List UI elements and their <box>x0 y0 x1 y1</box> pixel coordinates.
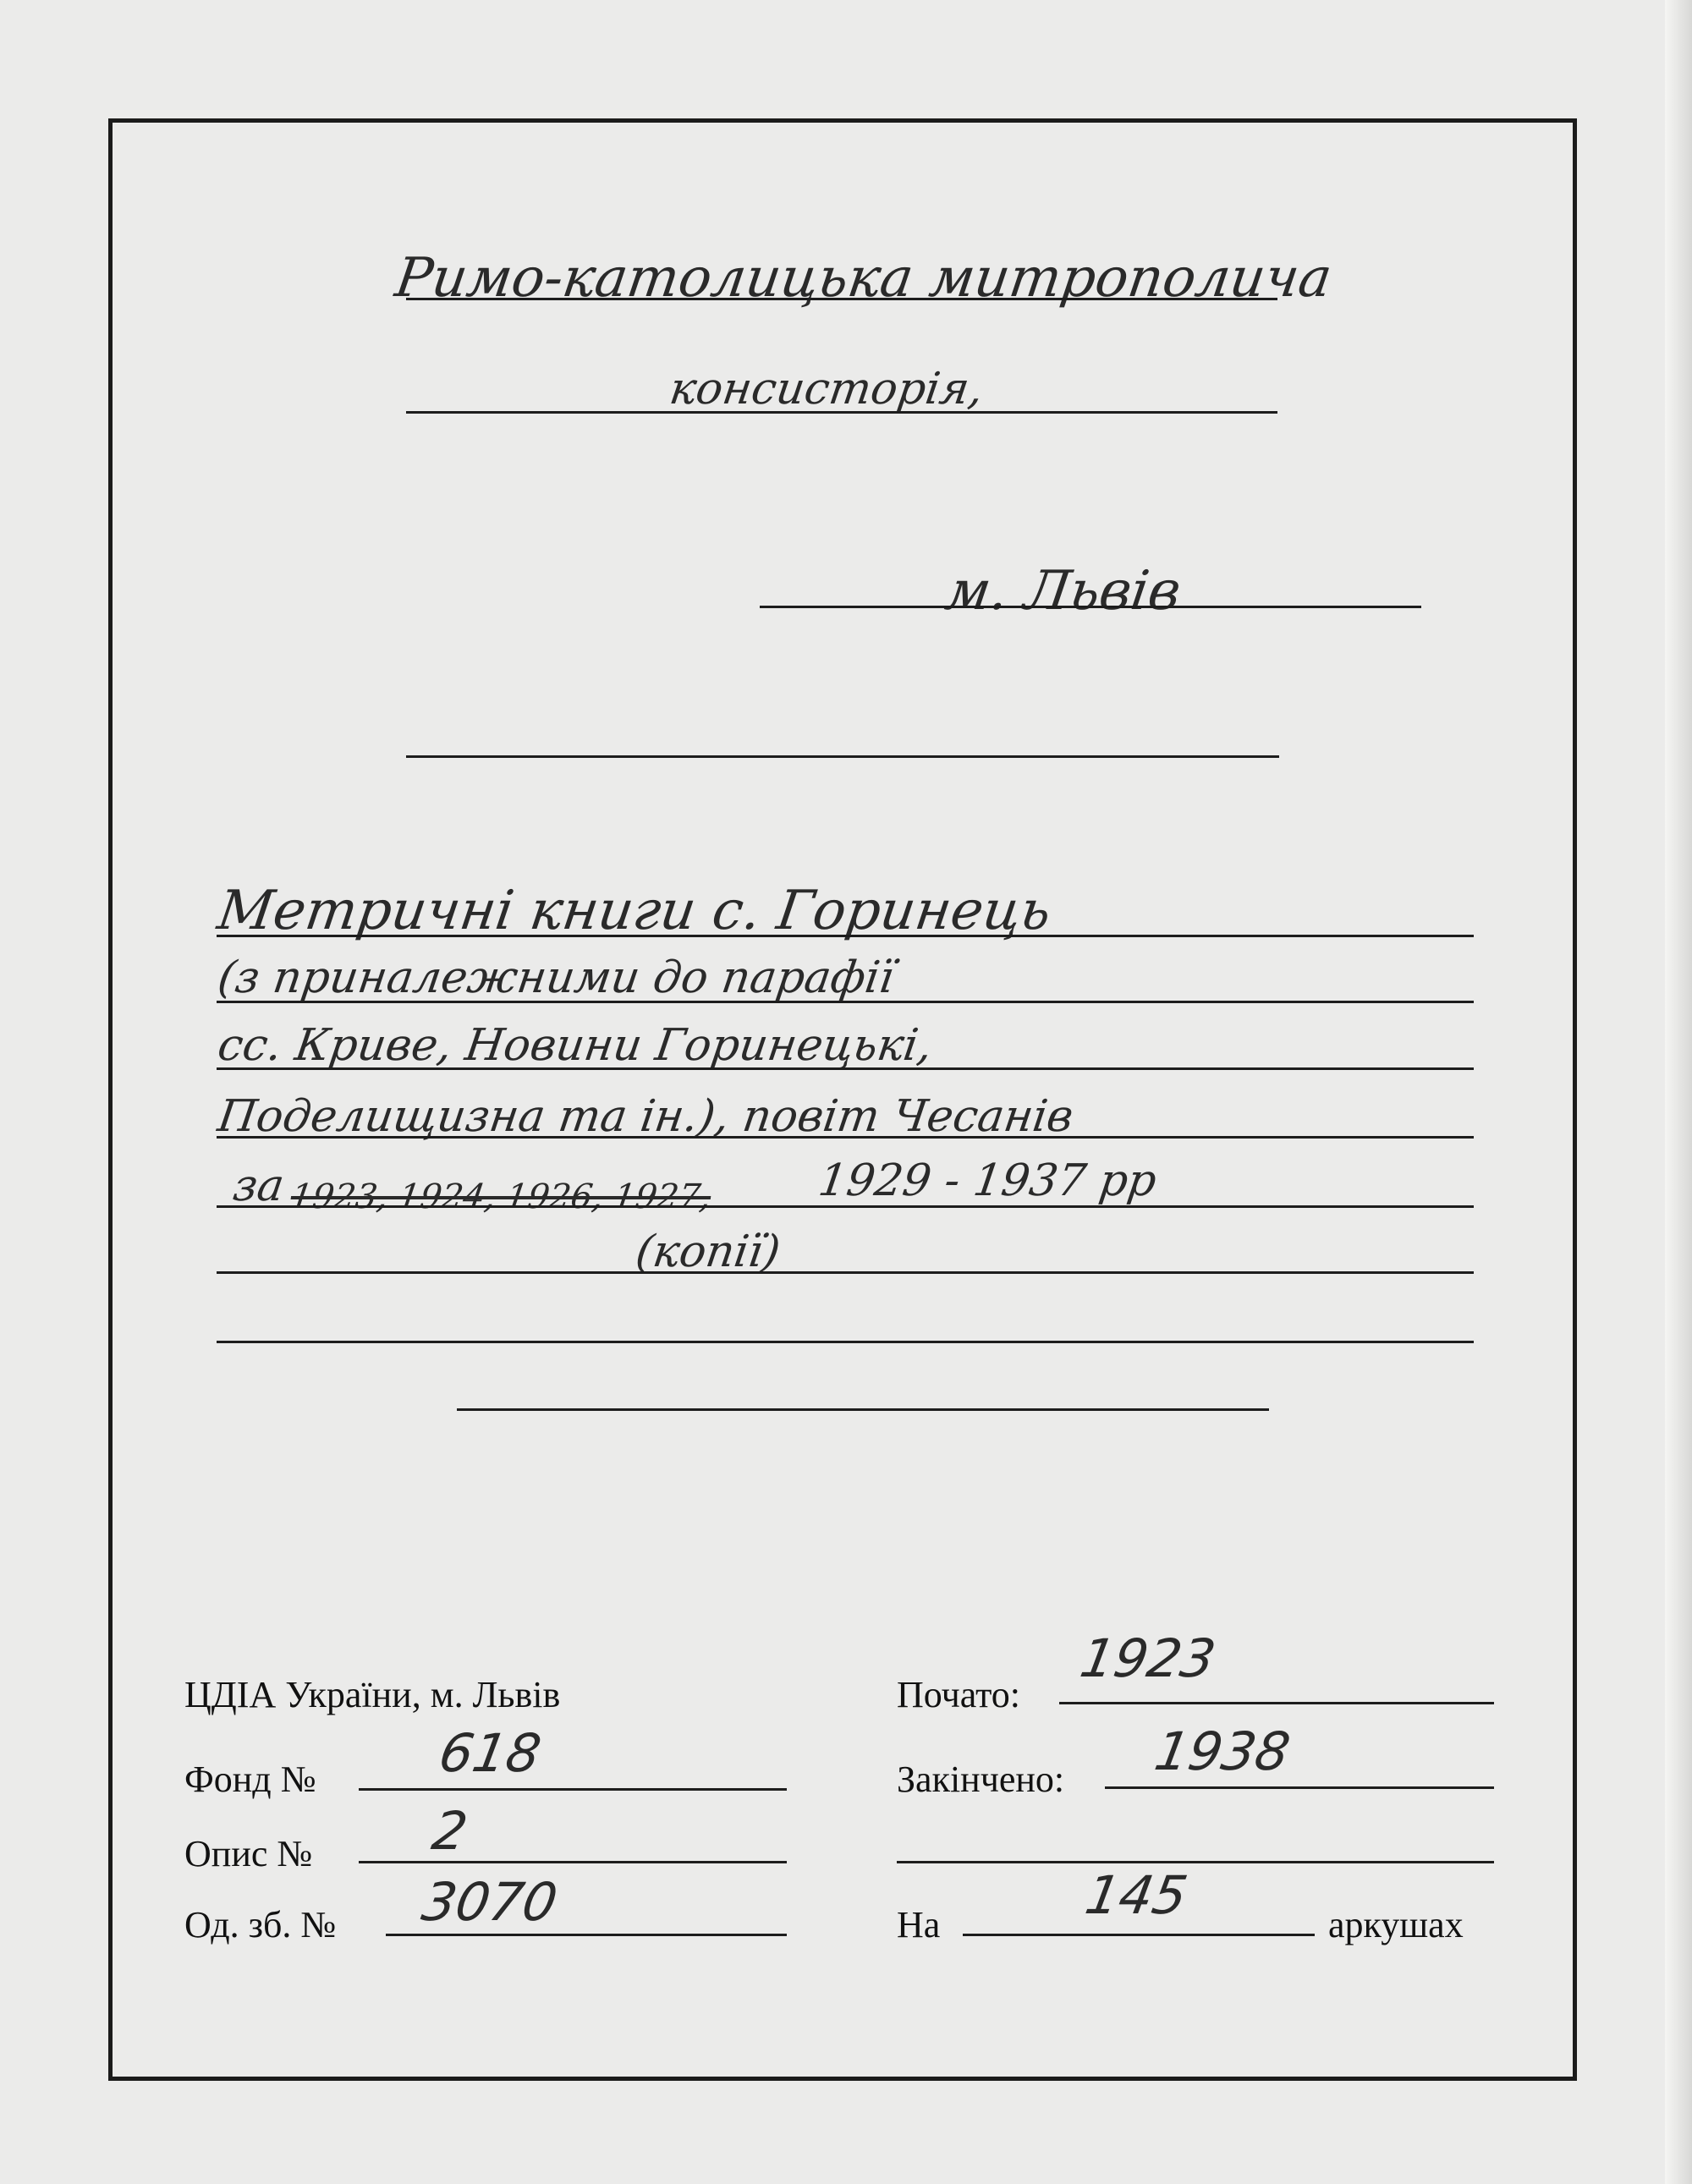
started-rule <box>1059 1702 1494 1704</box>
fonds-creator-line-1: Римо-католицька митрополича <box>391 247 1336 310</box>
city-name: м. Львів <box>941 560 1185 623</box>
opys-label: Опис № <box>184 1833 313 1874</box>
underline-3 <box>760 606 1421 608</box>
description-line-3: сс. Криве, Новини Горинецькі, <box>214 1020 936 1071</box>
od-zb-value: 3070 <box>417 1871 563 1933</box>
sheets-label: аркушах <box>1328 1904 1464 1945</box>
od-zb-label: Од. зб. № <box>184 1904 337 1945</box>
started-label: Почато: <box>897 1674 1021 1715</box>
opys-value: 2 <box>427 1800 472 1862</box>
description-copies-note: (копії) <box>632 1226 783 1277</box>
finished-label: Закінчено: <box>897 1759 1065 1800</box>
sheets-value: 145 <box>1080 1864 1192 1926</box>
description-year-range: 1929 - 1937 рр <box>815 1155 1160 1206</box>
description-rule-1 <box>217 935 1474 937</box>
finished-rule <box>1105 1786 1494 1789</box>
description-rule-3 <box>217 1067 1474 1070</box>
fond-value: 618 <box>434 1722 546 1784</box>
underline-1 <box>406 298 1277 300</box>
on-label: На <box>897 1904 941 1945</box>
archive-institution: ЦДІА України, м. Львів <box>184 1674 561 1715</box>
description-line-4: Поделищизна та ін.), повіт Чесанів <box>214 1091 1077 1142</box>
od-zb-rule <box>386 1934 787 1936</box>
description-rule-2 <box>217 1001 1474 1003</box>
description-line-2: (з приналежними до парафії <box>214 952 898 1003</box>
sheets-rule <box>963 1934 1315 1936</box>
description-rule-6 <box>217 1271 1474 1274</box>
underline-4 <box>406 755 1279 758</box>
finished-value: 1938 <box>1150 1720 1295 1782</box>
description-rule-7 <box>217 1341 1474 1343</box>
description-line-1: Метричні книги с. Горинець <box>213 880 1055 942</box>
blank-rule <box>897 1861 1494 1863</box>
description-rule-8 <box>457 1408 1269 1411</box>
underline-2 <box>406 411 1277 414</box>
fonds-creator-line-2: консисторія, <box>666 364 987 414</box>
folder-edge <box>1665 0 1692 2184</box>
fond-label: Фонд № <box>184 1759 316 1800</box>
description-rule-5 <box>217 1205 1474 1208</box>
started-value: 1923 <box>1075 1627 1221 1689</box>
description-rule-4 <box>217 1136 1474 1139</box>
description-struck-years: 1923, 1924, 1926, 1927, <box>288 1177 714 1216</box>
description-line-5-prefix: за <box>229 1161 288 1211</box>
opys-rule <box>359 1861 787 1863</box>
fond-rule <box>359 1788 787 1791</box>
